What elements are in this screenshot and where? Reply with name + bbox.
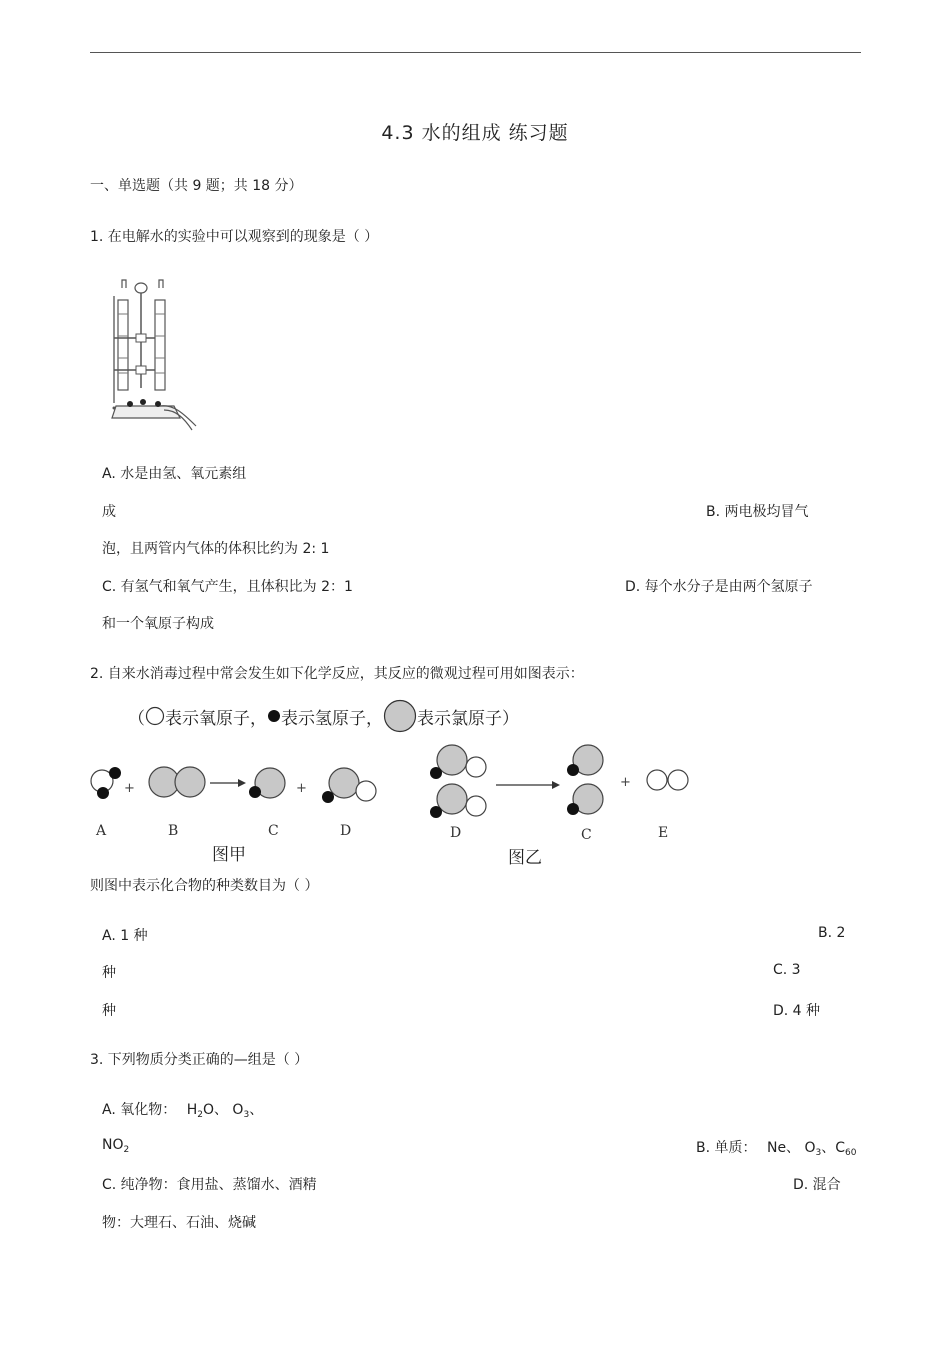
hydrogen-atom-icon [267,709,281,723]
q2-option-d[interactable]: D. 4 种 [773,1003,821,1019]
q1-option-a[interactable]: A. 水是由氢、氧元素组 [102,466,247,482]
reaction-figure-b [424,738,704,828]
q3-option-a[interactable] [102,1099,263,1120]
plus-sign: + [296,781,307,796]
plus-sign: + [620,775,631,790]
q3-option-a-label: A. 氧化物： [102,1102,177,1118]
oxygen-atom-icon [145,706,165,726]
q2-option-b[interactable]: B. 2 [818,925,846,941]
q1-option-a-cont: 成 [102,504,116,520]
fig-a-label-b: B [168,823,179,839]
question-3-stem: 3. 下列物质分类正确的—组是（ ） [90,1052,309,1068]
plus-sign: + [124,781,135,796]
q2-option-c[interactable]: C. 3 [773,962,801,978]
formula-h2o-o3: $H_2O$、 $O_3$、 [186,1102,264,1120]
header-rule [90,52,861,53]
question-2-stem: 2. 自来水消毒过程中常会发生如下化学反应，其反应的微观过程可用如图表示： [90,666,584,682]
q3-option-c[interactable]: C. 纯净物：食用盐、蒸馏水、酒精 [102,1177,317,1193]
q2-option-b-cont: 种 [102,965,116,981]
legend-chlorine: 表示氯原子） [417,708,519,729]
q1-option-d[interactable]: D. 每个水分子是由两个氢原子 [625,579,813,595]
question-1-stem: 1. 在电解水的实验中可以观察到的现象是（ ） [90,229,379,245]
q3-option-b-label: B. 单质： [696,1140,757,1156]
q1-option-b[interactable]: B. 两电极均冒气 [706,504,809,520]
fig-b-label-d: D [450,825,462,841]
electrolysis-apparatus-figure [108,278,200,432]
q1-option-c[interactable]: C. 有氢气和氧气产生，且体积比为 2：1 [102,579,353,595]
q2-option-a[interactable]: A. 1 种 [102,928,148,944]
q1-option-b-cont: 泡，且两管内气体的体积比约为 2: 1 [102,541,330,557]
q3-option-d-cont: 物：大理石、石油、烧碱 [102,1215,256,1231]
figure-a-caption: 图甲 [212,845,246,865]
fig-a-label-c: C [268,823,279,839]
legend-hydrogen: 表示氢原子， [281,708,383,729]
q2-option-c-cont: 种 [102,1003,116,1019]
fig-b-label-c: C [581,827,592,843]
fig-a-label-d: D [340,823,352,839]
fig-b-label-e: E [658,825,669,841]
section-heading: 一、单选题（共 9 题；共 18 分） [90,178,303,194]
reaction-figure-a [88,755,388,825]
formula-ne-o3-c60: Ne、 $O_3$、$C_{60}$ [766,1140,857,1158]
figure-b-caption: 图乙 [508,848,542,868]
atom-legend [128,699,519,733]
legend-oxygen: 表示氧原子， [165,708,267,729]
q1-option-d-cont: 和一个氧原子构成 [102,616,214,632]
question-2-ask: 则图中表示化合物的种类数目为（ ） [90,878,319,894]
q3-option-b[interactable] [696,1137,857,1158]
fig-a-label-a: A [96,823,107,839]
q3-option-d[interactable]: D. 混合 [793,1177,841,1193]
page-title: 4.3 水的组成 练习题 [381,122,569,144]
chlorine-atom-icon [383,699,417,733]
legend-open-paren: （ [128,708,145,729]
q3-option-a-cont: $NO_2$ [102,1137,130,1155]
